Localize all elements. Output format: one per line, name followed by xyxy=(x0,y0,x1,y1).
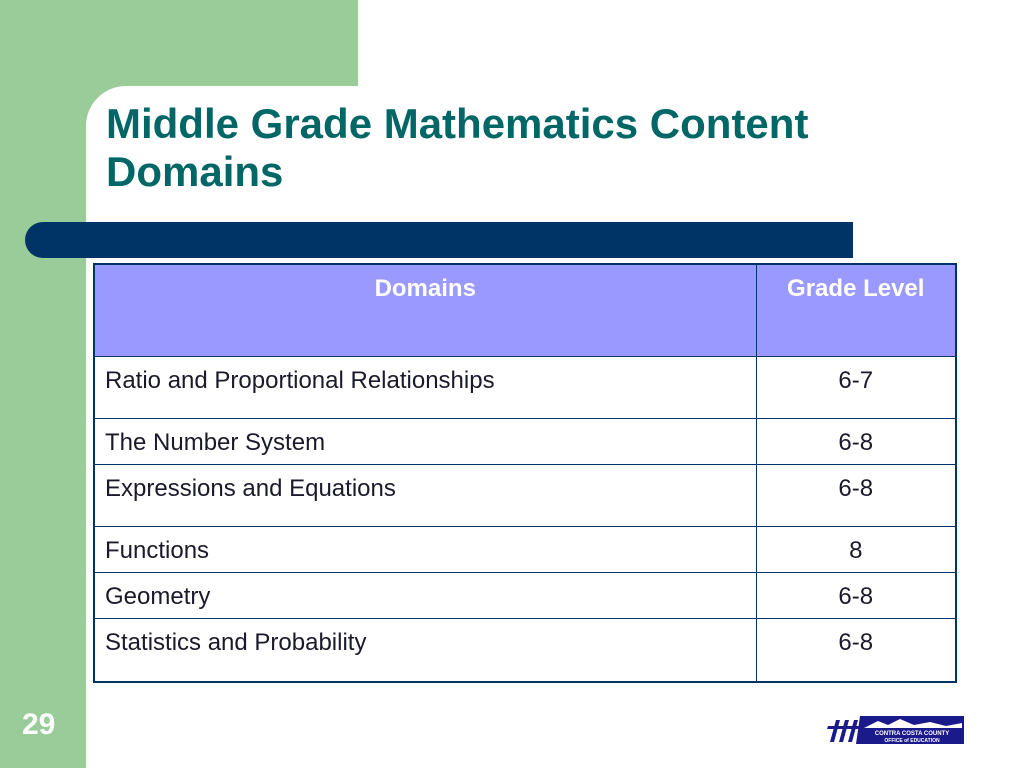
logo-line-1: CONTRA COSTA COUNTY xyxy=(874,731,950,737)
domain-cell: Geometry xyxy=(94,572,756,618)
table-row xyxy=(94,464,956,526)
header-grade-level: Grade Level xyxy=(756,264,956,356)
grade-cell: 6-8 xyxy=(756,618,956,682)
table-row xyxy=(94,526,956,572)
table-row xyxy=(94,572,956,618)
domains-table xyxy=(93,263,957,683)
domain-cell: The Number System xyxy=(94,418,756,464)
grade-cell: 6-8 xyxy=(756,418,956,464)
slide-title: Middle Grade Mathematics Content Domains xyxy=(106,100,809,195)
domain-cell: Statistics and Probability xyxy=(94,618,756,682)
grade-cell: 6-8 xyxy=(756,464,956,526)
grade-cell: 6-8 xyxy=(756,572,956,618)
domain-cell: Ratio and Proportional Relationships xyxy=(94,356,756,418)
header-domains: Domains xyxy=(94,264,756,356)
logo-line-2: OFFICE of EDUCATION xyxy=(884,738,940,744)
table-header-row xyxy=(94,264,956,356)
table-row xyxy=(94,356,956,418)
page-number: 29 xyxy=(22,708,56,741)
county-office-logo-icon xyxy=(826,712,966,748)
domain-cell: Functions xyxy=(94,526,756,572)
title-underline-bar xyxy=(25,222,853,258)
grade-cell: 6-7 xyxy=(756,356,956,418)
domain-cell: Expressions and Equations xyxy=(94,464,756,526)
table-row xyxy=(94,418,956,464)
grade-cell: 8 xyxy=(756,526,956,572)
table-row xyxy=(94,618,956,682)
